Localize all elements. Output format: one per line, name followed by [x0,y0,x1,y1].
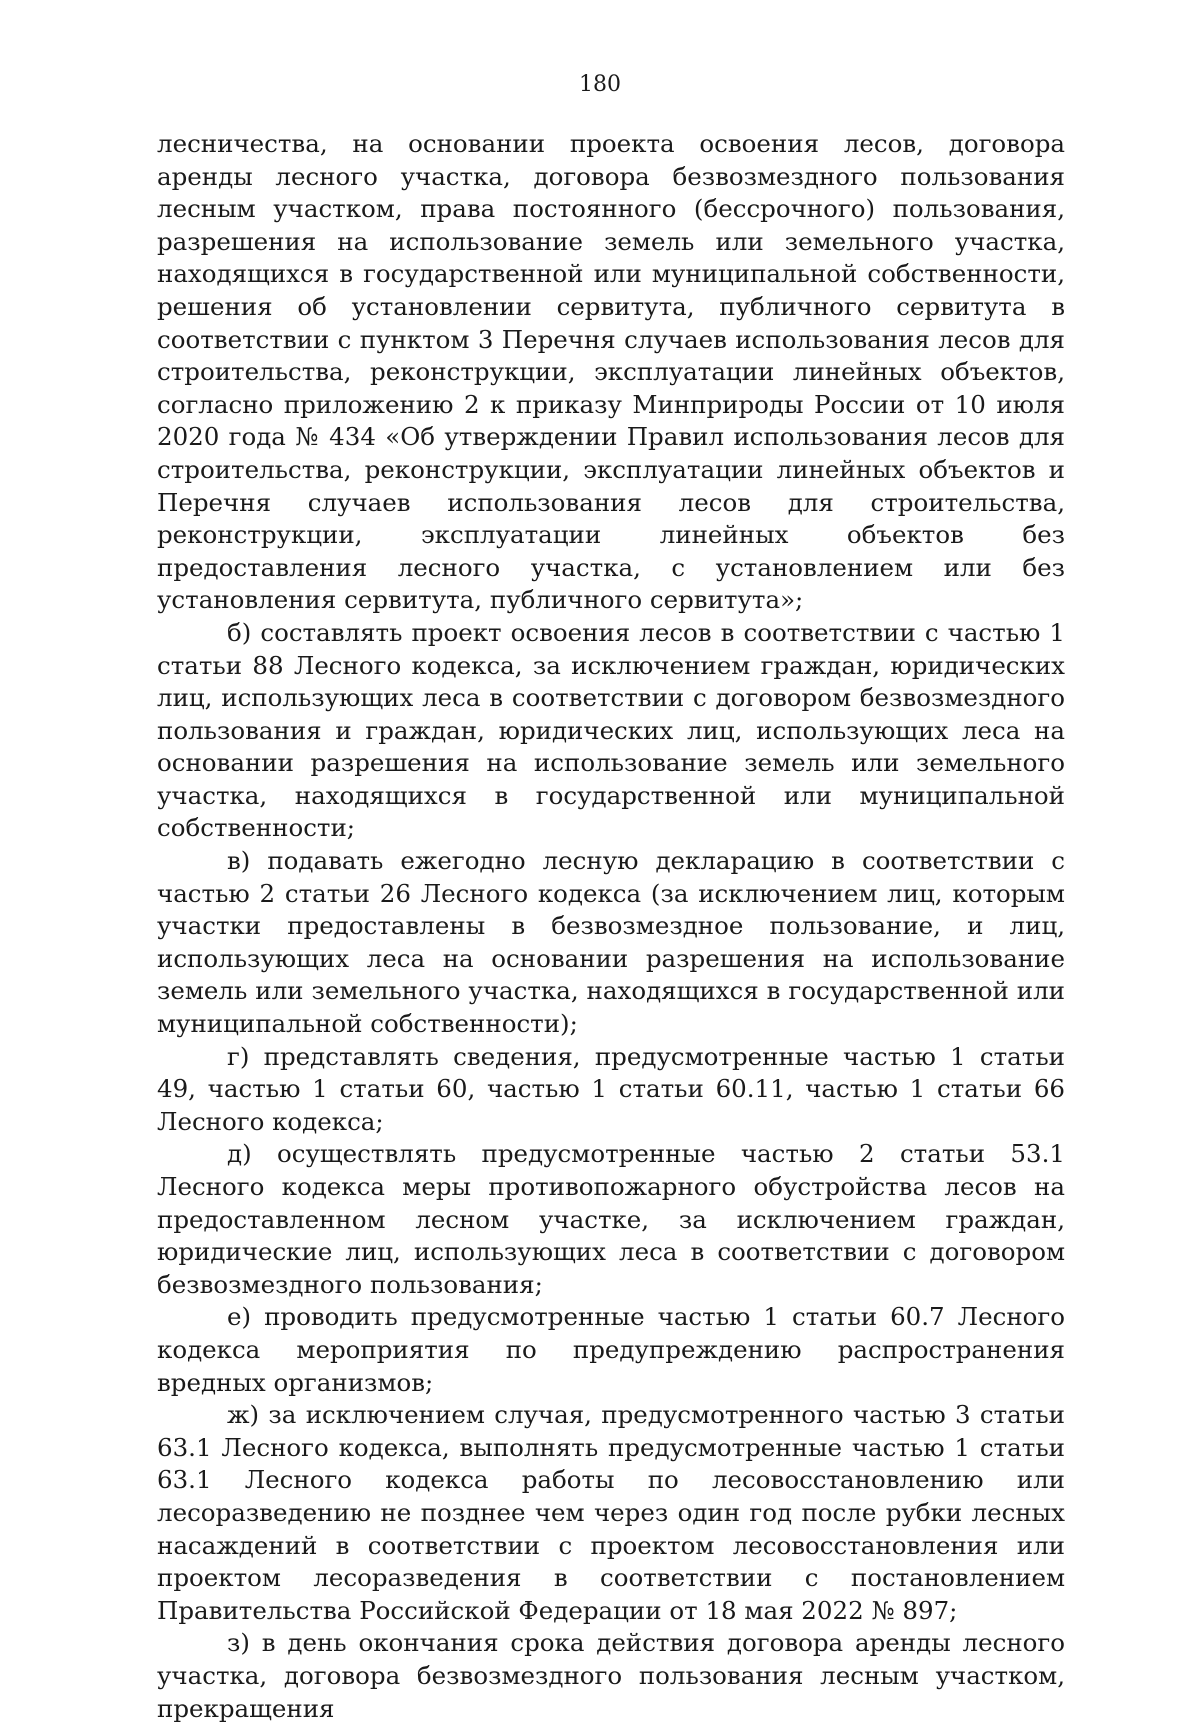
paragraph-item-z: з) в день окончания срока действия договора аренды лесного участка, договора безвозмездного пользования лесным участком, прекращения [157,1628,1065,1723]
document-body [157,128,1065,1725]
paragraph-item-g: г) представлять сведения, предусмотренные частью 1 статьи 49, частью 1 статьи 60, частью 1 статьи 60.11, частью 1 статьи 66 Лесного кодекса; [157,1041,1065,1136]
paragraph-item-v: в) подавать ежегодно лесную декларацию в соответствии с частью 2 статьи 26 Лесного кодекса (за исключением лиц, которым участки предоставлены в безвозмездное пользование, и лиц, использующих леса на основании разрешения на использование земель или земельного участка, находящихся в государственной или муниципальной собственности); [157,846,1065,1039]
page-number: 180 [579,72,621,97]
paragraph-continuation: лесничества, на основании проекта освоения лесов, договора аренды лесного участка, договора безвозмездного пользования лесным участком, права постоянного (бессрочного) пользования, разрешения на использование земель или земельного участка, находящихся в государственной или муниципальной собственности, решения об установлении сервитута, публичного сервитута в соответствии с пунктом 3 Перечня случаев использования лесов для строительства, реконструкции, эксплуатации линейных объектов, согласно приложению 2 к приказу Минприроды России от 10 июля 2020 года № 434 «Об утверждении Правил использования лесов для строительства, реконструкции, эксплуатации линейных объектов и Перечня случаев использования лесов для строительства, реконструкции, эксплуатации линейных объектов без предоставления лесного участка, с установлением или без установления сервитута, публичного сервитута»; [157,129,1065,615]
paragraph-item-zh: ж) за исключением случая, предусмотренного частью 3 статьи 63.1 Лесного кодекса, выполнять предусмотренные частью 1 статьи 63.1 Лесного кодекса работы по лесовосстановлению или лесоразведению не позднее чем через один год после рубки лесных насаждений в соответствии с проектом лесовосстановления или проектом лесоразведения в соответствии с постановлением Правительства Российской Федерации от 18 мая 2022 № 897; [157,1400,1065,1625]
paragraph-item-e: е) проводить предусмотренные частью 1 статьи 60.7 Лесного кодекса мероприятия по предупреждению распространения вредных организмов; [157,1302,1065,1397]
paragraph-item-d: д) осуществлять предусмотренные частью 2 статьи 53.1 Лесного кодекса меры противопожарного обустройства лесов на предоставленном лесном участке, за исключением граждан, юридические лиц, использующих леса в соответствии с договором безвозмездного пользования; [157,1139,1065,1299]
paragraph-item-b: б) составлять проект освоения лесов в соответствии с частью 1 статьи 88 Лесного кодекса, за исключением граждан, юридических лиц, использующих леса в соответствии с договором безвозмездного пользования и граждан, юридических лиц, использующих леса на основании разрешения на использование земель или земельного участка, находящихся в государственной или муниципальной собственности; [157,617,1065,843]
